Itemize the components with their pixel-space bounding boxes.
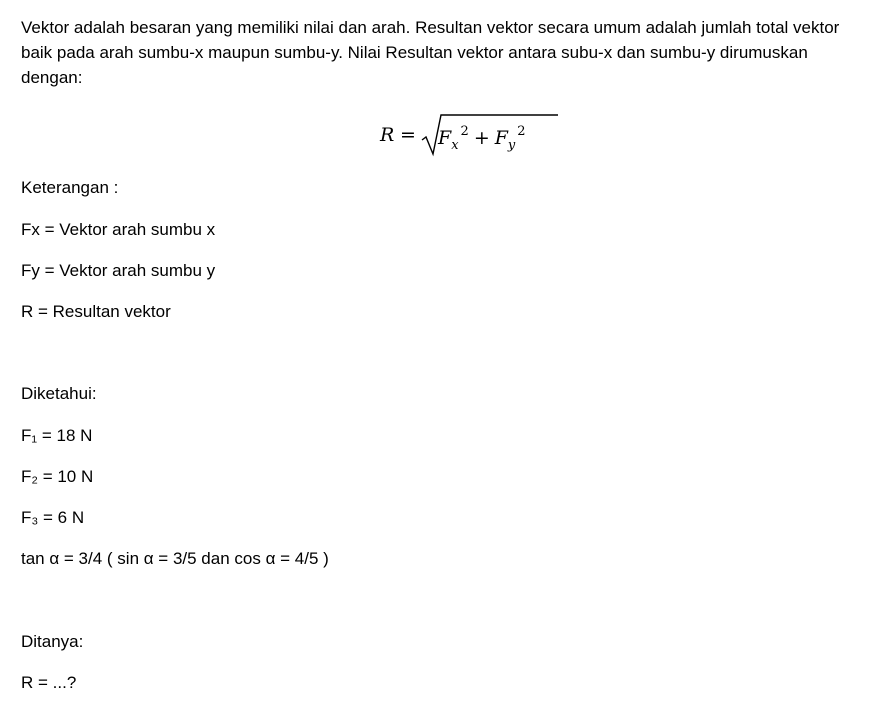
given-tan-alpha: tan α = 3/4 ( sin α = 3/5 dan cos α = 4/5 ) — [21, 549, 329, 568]
resultant-formula — [380, 110, 540, 162]
fy-sub: y — [507, 138, 516, 153]
fx-base: F — [438, 127, 452, 149]
keterangan-fx: Fx = Vektor arah sumbu x — [21, 220, 216, 239]
diketahui-heading: Diketahui: — [21, 384, 97, 403]
intro-paragraph: Vektor adalah besaran yang memiliki nilai dan arah. Resultan vektor secara umum adalah jumlah total vektor baik pada arah sumbu-x maupun sumbu-y. Nilai Resultan vektor antara subu-x dan sumbu-y dirumuskan dengan: — [21, 18, 840, 87]
formula-plus: + — [473, 127, 490, 149]
given-f2: F₂ = 10 N — [21, 467, 94, 486]
fy-base: F — [494, 127, 508, 149]
fx-sub: x — [451, 138, 459, 153]
formula-equals: = — [400, 124, 416, 146]
keterangan-r: R = Resultan vektor — [21, 302, 171, 321]
formula-radicand — [438, 124, 526, 153]
formula-lhs: R — [380, 124, 395, 146]
fx-sup: 2 — [460, 124, 469, 139]
given-f3: F₃ = 6 N — [21, 508, 85, 527]
question-r: R = ...? — [21, 673, 77, 692]
keterangan-heading: Keterangan : — [21, 178, 119, 197]
given-f1: F₁ = 18 N — [21, 426, 93, 445]
keterangan-fy: Fy = Vektor arah sumbu y — [21, 261, 216, 280]
fy-sup: 2 — [517, 124, 526, 139]
ditanya-heading: Ditanya: — [21, 632, 84, 651]
